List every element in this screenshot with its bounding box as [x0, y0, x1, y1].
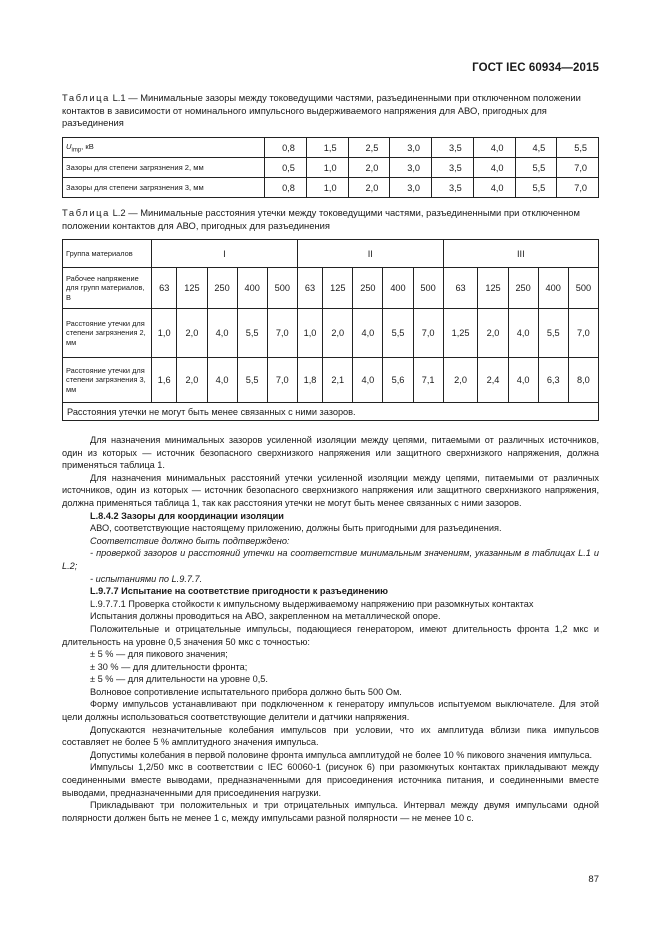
table-cell: 3,0: [390, 138, 432, 158]
paragraph: Для назначения минимальных зазоров усиленной изоляции между цепями, питаемыми от различных источников, один из которых — источник безопасного сверхнизкого напряжения или защитного сверхнизкого напряжения, должна применяться таблица 1.: [62, 435, 599, 471]
table-cell: 1,0: [306, 178, 348, 198]
table2-group-header: II: [297, 240, 443, 268]
table2-note: Расстояния утечки не могут быть менее связанных с ними зазоров.: [63, 403, 599, 421]
table-cell: 400: [383, 268, 413, 309]
table-cell: 1,5: [306, 138, 348, 158]
table-cell: 2,0: [478, 309, 508, 358]
table-cell: 5,5: [237, 358, 267, 403]
table-cell: 0,5: [265, 158, 307, 178]
table-cell: 7,1: [413, 358, 443, 403]
table-cell: 2,0: [348, 158, 390, 178]
table1-row-label: Зазоры для степени загрязнения 3, мм: [63, 178, 265, 198]
table-cell: 4,0: [473, 138, 515, 158]
table-cell: 3,0: [390, 158, 432, 178]
table-cell: 4,0: [207, 309, 237, 358]
table-cell: 2,0: [443, 358, 478, 403]
table-cell: 500: [413, 268, 443, 309]
table-row: [63, 358, 599, 403]
table-cell: 3,5: [432, 138, 474, 158]
table-cell: 2,0: [348, 178, 390, 198]
table-cell: 7,0: [413, 309, 443, 358]
table-cell: 7,0: [557, 178, 599, 198]
paragraph: - испытаниями по L.9.7.7.: [90, 573, 203, 584]
table-cell: 0,8: [265, 138, 307, 158]
table1-row-label: $U_{imp}$, кВ: [63, 138, 265, 158]
paragraph: L.9.7.7.1 Проверка стойкости к импульсному выдерживаемому напряжению при разомкнутых контактах: [90, 598, 534, 609]
table-cell: 5,5: [237, 309, 267, 358]
table-cell: 250: [353, 268, 383, 309]
table-row: [63, 138, 599, 158]
table-cell: 1,8: [297, 358, 322, 403]
table-cell: 500: [568, 268, 598, 309]
table-row: [63, 158, 599, 178]
table1-clearances: [62, 137, 599, 198]
body-text: [62, 434, 599, 824]
table1-row-label: Зазоры для степени загрязнения 2, мм: [63, 158, 265, 178]
section-heading: L.9.7.7 Испытание на соответствие пригодности к разъединению: [90, 586, 389, 597]
paragraph: Испытания должны проводиться на АВО, закрепленном на металлической опоре.: [90, 611, 441, 622]
table-cell: 5,5: [557, 138, 599, 158]
paragraph: - проверкой зазоров и расстояний утечки на соответствие минимальным значениям, указанным в таблицах L.1 и L.2;: [62, 548, 599, 571]
table-cell: 4,0: [353, 309, 383, 358]
table2-caption: Таблица L.2 — Минимальные расстояния утечки между токоведущими частями, разъединенными при отключенном положении контактов для АВО, пригодных для разъединения: [62, 207, 580, 231]
table-cell: 400: [538, 268, 568, 309]
table-cell: 5,5: [515, 178, 557, 198]
table2-group-header: III: [443, 240, 598, 268]
table-cell: 125: [478, 268, 508, 309]
paragraph: Допустимы колебания в первой половине фронта импульса амплитудой не более 10 % пикового значения импульса.: [90, 749, 593, 760]
table-cell: 250: [508, 268, 538, 309]
table-row: [63, 403, 599, 421]
table-cell: 125: [177, 268, 207, 309]
table-cell: 125: [323, 268, 353, 309]
table2-row-label: Расстояние утечки для степени загрязнения 2, мм: [63, 309, 152, 358]
page-number: 87: [588, 874, 599, 885]
table-cell: 400: [237, 268, 267, 309]
table-cell: 7,0: [568, 309, 598, 358]
table-row: [63, 268, 599, 309]
paragraph: Соответствие должно быть подтверждено:: [90, 535, 290, 546]
table-cell: 8,0: [568, 358, 598, 403]
table-cell: 1,6: [152, 358, 177, 403]
table-cell: 7,0: [557, 158, 599, 178]
table-row: [63, 240, 599, 268]
table-cell: 5,6: [383, 358, 413, 403]
table-cell: 3,5: [432, 158, 474, 178]
table-cell: 4,0: [207, 358, 237, 403]
table-cell: 3,0: [390, 178, 432, 198]
table-cell: 63: [152, 268, 177, 309]
table2-row-label: Группа материалов: [63, 240, 152, 268]
table-cell: 4,5: [515, 138, 557, 158]
table-cell: 2,0: [323, 309, 353, 358]
table-row: [63, 309, 599, 358]
table2-group-header: I: [152, 240, 298, 268]
paragraph: Импульсы 1,2/50 мкс в соответствии с IEC 60060-1 (рисунок 6) при разомкнутых контактах прикладывают между соединенными вместе выводами, предназначенными для присоединения источника питания, и соединенными вместе выводами, предназначенными для присоединения нагрузки.: [62, 762, 599, 798]
table1-caption: Таблица L.1 — Минимальные зазоры между токоведущими частями, разъединенными при отключенном положении контактов в зависимости от номинального импульсного выдерживаемого напряжения для АВО, пригодных для разъединения: [62, 92, 581, 129]
paragraph: АВО, соответствующие настоящему приложению, должны быть пригодными для разъединения.: [90, 523, 502, 534]
table-cell: 4,0: [473, 178, 515, 198]
paragraph: ± 5 % — для длительности на уровне 0,5.: [90, 674, 268, 685]
table-cell: 4,0: [508, 309, 538, 358]
table2-row-label: Рабочее напряжение для групп материалов, В: [63, 268, 152, 309]
table-cell: 5,5: [515, 158, 557, 178]
table-cell: 2,0: [177, 358, 207, 403]
page-header-title: ГОСТ IEC 60934—2015: [472, 62, 599, 74]
table-cell: 1,0: [152, 309, 177, 358]
table2-row-label: Расстояние утечки для степени загрязнения 3, мм: [63, 358, 152, 403]
table-cell: 63: [443, 268, 478, 309]
table-cell: 7,0: [267, 309, 297, 358]
table-cell: 1,0: [297, 309, 322, 358]
table-cell: 3,5: [432, 178, 474, 198]
table-cell: 63: [297, 268, 322, 309]
table-cell: 5,5: [538, 309, 568, 358]
table-cell: 250: [207, 268, 237, 309]
table-cell: 2,4: [478, 358, 508, 403]
table-cell: 1,0: [306, 158, 348, 178]
paragraph: ± 5 % — для пикового значения;: [90, 649, 228, 660]
paragraph: Форму импульсов устанавливают при подключенном к генератору импульсов испытуемом выключателе. Для этой цели должны использоваться соответствующие делители и датчики напряжения.: [62, 699, 599, 723]
table-cell: 2,0: [177, 309, 207, 358]
table-row: [63, 178, 599, 198]
table-cell: 4,0: [473, 158, 515, 178]
table-cell: 5,5: [383, 309, 413, 358]
paragraph: Для назначения минимальных расстояний утечки усиленной изоляции между цепями, питаемыми от различных источников, один из которых — источник безопасного сверхнизкого напряжения или защитного сверхнизкого напряжения, должна применяться таблица 1, так как расстояния утечки не могут быть менее связанных с ними зазоров.: [62, 472, 599, 508]
table-cell: 6,3: [538, 358, 568, 403]
paragraph: Положительные и отрицательные импульсы, подающиеся генератором, имеют длительность фронта 1,2 мкс и длительность на уровне 0,5 значения 50 мкс с точностью:: [62, 623, 599, 647]
table-cell: 4,0: [508, 358, 538, 403]
paragraph: Прикладывают три положительных и три отрицательных импульса. Интервал между двумя импульсами одной полярности должен быть не менее 1 с, между импульсами разной полярности — не менее 10 с.: [62, 800, 599, 823]
table-cell: 500: [267, 268, 297, 309]
paragraph: Допускаются незначительные колебания импульсов при условии, что их амплитуда вблизи пика импульсов составляет не более 5 % амплитудного значения импульса.: [62, 724, 599, 748]
section-heading: L.8.4.2 Зазоры для координации изоляции: [90, 510, 284, 521]
paragraph: ± 30 % — для длительности фронта;: [90, 661, 248, 672]
table-cell: 7,0: [267, 358, 297, 403]
paragraph: Волновое сопротивление испытательного прибора должно быть 500 Ом.: [90, 686, 402, 697]
table-cell: 1,25: [443, 309, 478, 358]
table-cell: 4,0: [353, 358, 383, 403]
table-cell: 0,8: [265, 178, 307, 198]
table-cell: 2,1: [323, 358, 353, 403]
table2-creepage: [62, 239, 599, 421]
table-cell: 2,5: [348, 138, 390, 158]
